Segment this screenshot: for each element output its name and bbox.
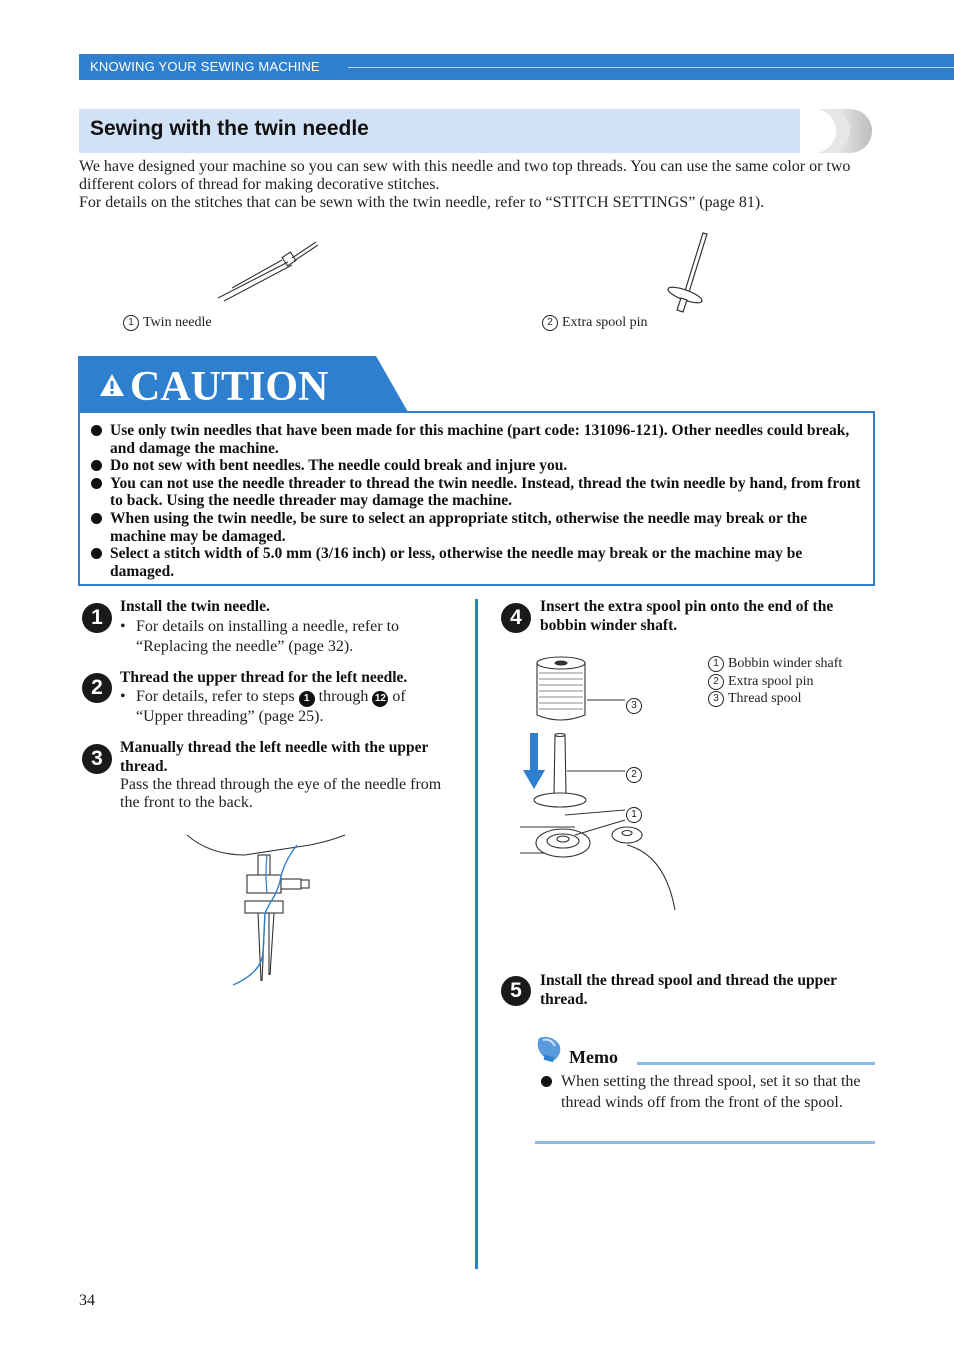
caution-text: You can not use the needle threader to thread the twin needle. Instead, thread the twin needle by hand, from front to back. Using the needle threader may damage the machine. (110, 474, 861, 510)
bullet-icon: • (120, 618, 126, 635)
page-number: 34 (79, 1292, 95, 1309)
callout-number: 3 (626, 698, 642, 714)
callout-1-label (626, 803, 646, 823)
twin-needle-illustration (210, 236, 325, 306)
caution-item (88, 422, 863, 457)
figure-caption: Twin needle (143, 315, 212, 330)
bullet-icon (91, 478, 102, 489)
section-title: Sewing with the twin needle (90, 117, 369, 140)
callout-number: 1 (708, 656, 724, 672)
caution-item (88, 510, 863, 545)
step-1-text: For details on installing a needle, refer to “Replacing the needle” (page 32). (136, 618, 400, 655)
step-reference-icon: 12 (372, 691, 388, 707)
memo-text: When setting the thread spool, set it so that the thread winds off from the front of the spool. (561, 1073, 861, 1111)
figure-label-twin-needle (123, 315, 212, 331)
caution-text: Use only twin needles that have been made for this machine (part code: 131096-121). Other needles could break, and damage the machine. (110, 422, 850, 457)
bullet-icon (91, 513, 102, 524)
legend-item (708, 690, 842, 708)
caution-item (88, 457, 863, 475)
memo-title: Memo (569, 1047, 618, 1067)
step-3-title: Manually thread the left needle with the upper thread. (120, 739, 429, 775)
step-2-body (120, 687, 460, 727)
intro-paragraph: For details on the stitches that can be sewn with the twin needle, refer to “STITCH SETTINGS” (page 81). (79, 194, 765, 211)
step-1-body (120, 617, 450, 656)
spool-pin-illustration (655, 230, 720, 315)
caution-text: Select a stitch width of 5.0 mm (3/16 inch) or less, otherwise the needle may break or the machine may be damaged. (110, 545, 803, 580)
legend-item (708, 673, 842, 691)
legend-label: Extra spool pin (728, 673, 814, 689)
callout-number: 1 (123, 315, 139, 331)
caution-heading-banner (78, 356, 408, 412)
caution-item (88, 475, 863, 510)
callout-2-label (626, 763, 646, 783)
column-divider (475, 599, 478, 1269)
step-2-text: of (392, 688, 406, 705)
legend-item (708, 655, 842, 673)
callout-3-label (626, 694, 646, 714)
bullet-icon (91, 548, 102, 559)
bullet-icon (91, 425, 102, 436)
header-rule (348, 67, 954, 68)
step-4-title: Insert the extra spool pin onto the end of the bobbin winder shaft. (540, 598, 834, 634)
intro-paragraph: We have designed your machine so you can sew with this needle and two top threads. You can use the same color or two different colors of thread for making decorative stitches. (79, 158, 851, 193)
memo-rule (637, 1062, 875, 1065)
section-title-decoration (800, 109, 872, 153)
memo-bottom-rule (535, 1141, 875, 1144)
caution-text: Do not sew with bent needles. The needle could break and injure you. (110, 457, 568, 475)
caution-item (88, 545, 863, 580)
step-3-body: Pass the thread through the eye of the needle from the front to the back. (120, 776, 442, 811)
step-number-5: 5 (501, 976, 531, 1006)
step-number-2: 2 (82, 673, 112, 703)
step-number-1: 1 (82, 603, 112, 633)
step-number-3: 3 (82, 744, 112, 774)
figure-label-spool-pin (542, 315, 648, 331)
callout-number: 2 (542, 315, 558, 331)
memo-body (540, 1072, 875, 1113)
step-reference-icon: 1 (299, 691, 315, 707)
step-2-title: Thread the upper thread for the left needle. (120, 669, 408, 686)
step-1-title: Install the twin needle. (120, 598, 270, 615)
callout-number: 1 (626, 807, 642, 823)
intro-text (79, 158, 879, 212)
step-2-text: For details, refer to steps (136, 688, 295, 705)
legend-label: Thread spool (728, 691, 802, 706)
chapter-title: KNOWING YOUR SEWING MACHINE (90, 59, 320, 74)
spool-legend (708, 655, 842, 708)
callout-number: 2 (626, 767, 642, 783)
memo-icon (533, 1034, 565, 1066)
caution-title: CAUTION (130, 364, 329, 410)
bullet-icon (91, 460, 102, 471)
bullet-icon: • (120, 688, 126, 705)
needle-threading-illustration (185, 833, 350, 988)
spool-pin-installation-illustration (515, 655, 685, 915)
callout-number: 3 (708, 691, 724, 707)
legend-label: Bobbin winder shaft (728, 656, 843, 671)
caution-list (88, 422, 863, 580)
step-5-title: Install the thread spool and thread the upper thread. (540, 972, 837, 1008)
callout-number: 2 (708, 674, 724, 690)
step-2-text: through (318, 688, 369, 705)
figure-caption: Extra spool pin (562, 315, 648, 330)
step-number-4: 4 (501, 603, 531, 633)
bullet-icon (541, 1076, 552, 1087)
step-2-text: “Upper threading” (page 25). (136, 708, 324, 725)
caution-text: When using the twin needle, be sure to select an appropriate stitch, otherwise the needle may break or the machine may be damaged. (110, 509, 808, 545)
